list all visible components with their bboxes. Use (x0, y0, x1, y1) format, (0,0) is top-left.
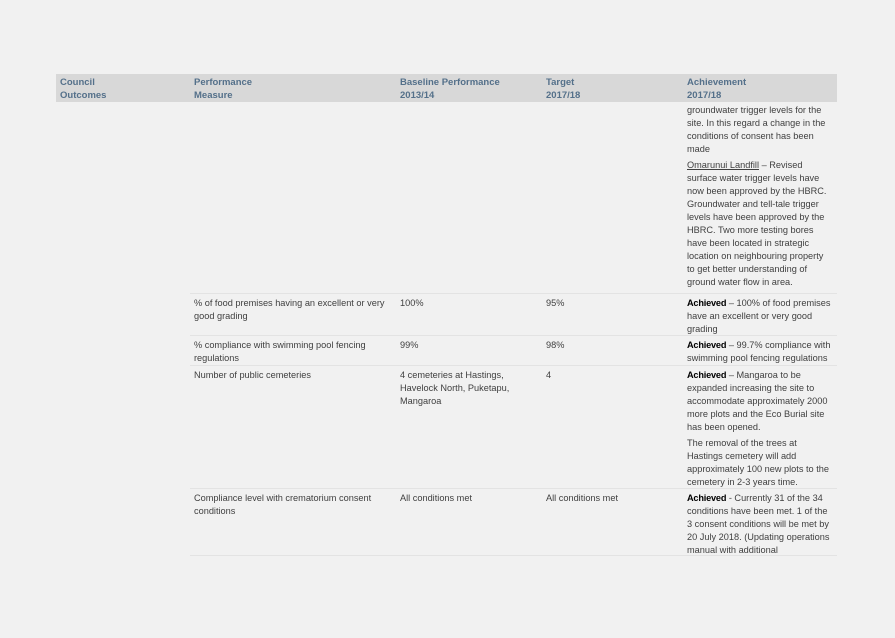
target-cell: 95% (542, 293, 683, 335)
baseline-cell: 100% (396, 293, 542, 335)
header-target: Target 2017/18 (546, 77, 581, 101)
status-achieved: Achieved (687, 370, 727, 380)
council-outcome-cell (56, 488, 190, 554)
measure-cell (190, 102, 396, 293)
status-achieved: Achieved (687, 493, 727, 503)
table-row (56, 102, 837, 293)
achievement-cell: Achieved – 100% of food premises have an excellent or very good grading (683, 293, 837, 335)
target-cell: 98% (542, 335, 683, 365)
table-row (56, 488, 837, 554)
header-achievement: Achievement 2017/18 (687, 77, 747, 101)
achievement-text: Achieved – Mangaroa to be expanded increasing the site to accommodate approximately 2000 more plots and the Eco Burial site has been opened. (687, 370, 828, 432)
achievement-cell: Achieved - Currently 31 of the 34 conditions have been met. 1 of the 3 consent conditions will be met by 20 July 2018. (Updating operations manual with additional (683, 488, 837, 554)
table-row (56, 335, 837, 365)
baseline-cell (396, 102, 542, 293)
table-header (56, 74, 837, 102)
status-achieved: Achieved (687, 298, 727, 308)
achievement-cell (683, 102, 837, 293)
council-outcome-cell (56, 293, 190, 335)
target-cell (542, 102, 683, 293)
achievement-text: groundwater trigger levels for the site. In this regard a change in the conditions of consent has been made (687, 105, 826, 154)
table-bottom-border (190, 555, 837, 556)
baseline-cell: 4 cemeteries at Hastings, Havelock North, Puketapu, Mangaroa (396, 365, 542, 488)
table-row (56, 293, 837, 335)
target-cell: All conditions met (542, 488, 683, 554)
performance-table (56, 74, 837, 554)
measure-cell: Number of public cemeteries (190, 365, 396, 488)
header-baseline-performance: Baseline Performance 2013/14 (400, 77, 500, 101)
measure-cell: % compliance with swimming pool fencing regulations (190, 335, 396, 365)
council-outcome-cell (56, 365, 190, 488)
table-row (56, 365, 837, 488)
measure-cell: Compliance level with crematorium consent conditions (190, 488, 396, 554)
achievement-cell (683, 365, 837, 488)
achievement-text: The removal of the trees at Hastings cemetery will add approximately 100 new plots to the cemetery in 2-3 years time. (687, 438, 829, 487)
achievement-text: Omarunui Landfill – Revised surface water trigger levels have now been approved by the HBRC. Groundwater and tell-tale trigger levels have been approved by the HBRC. Two more testing bores have been located in strategic location on neighbouring property to get better understanding of ground water flow in area. (687, 160, 827, 287)
council-outcome-cell (56, 102, 190, 293)
measure-cell: % of food premises having an excellent or very good grading (190, 293, 396, 335)
target-cell: 4 (542, 365, 683, 488)
baseline-cell: All conditions met (396, 488, 542, 554)
header-performance-measure: Performance Measure (194, 77, 253, 101)
site-name: Omarunui Landfill (687, 160, 760, 170)
header-council-outcomes: Council Outcomes (60, 77, 107, 101)
council-outcome-cell (56, 335, 190, 365)
baseline-cell: 99% (396, 335, 542, 365)
achievement-cell: Achieved – 99.7% compliance with swimming pool fencing regulations (683, 335, 837, 365)
status-achieved: Achieved (687, 340, 727, 350)
